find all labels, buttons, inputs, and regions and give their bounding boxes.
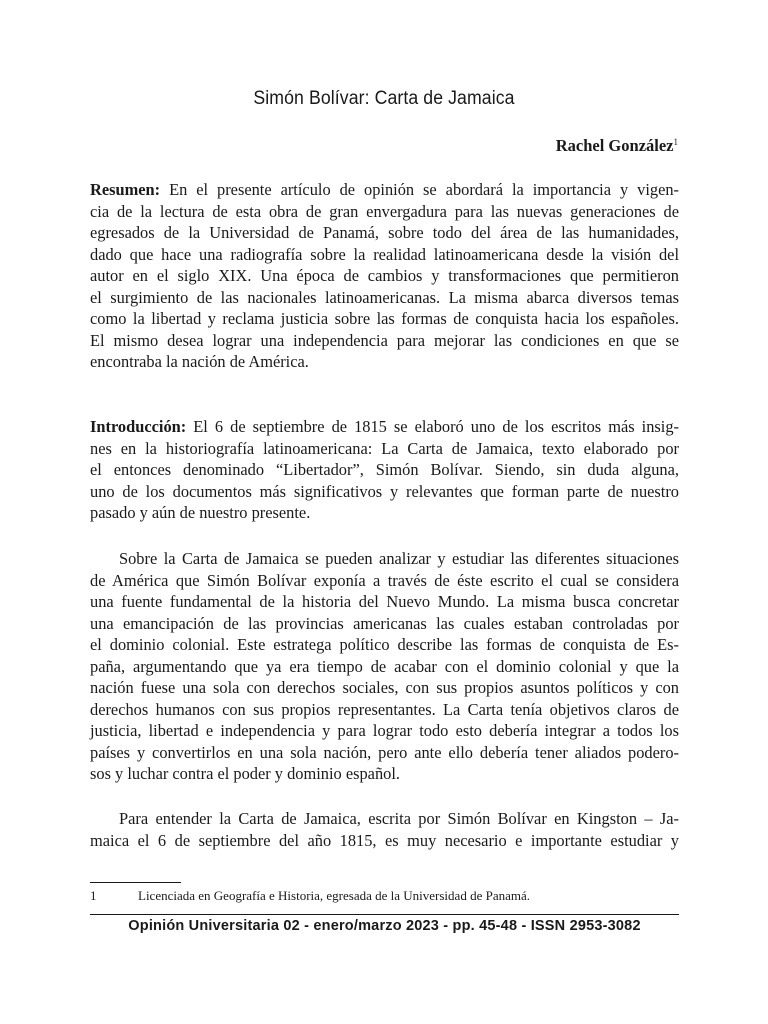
- paragraph-line: sos y luchar contra el poder y dominio español.: [90, 764, 400, 783]
- introduction-line: uno de los documentos más significativos y relevantes que forman parte de nuestro: [90, 481, 679, 501]
- paragraph-line: una emancipación de las provincias americanas las cuales estaban controladas por: [90, 613, 679, 633]
- paragraph-line: países y convertirlos en una sola nación, pero ante ello debería tener aliados podero-: [90, 742, 679, 762]
- article-title: Simón Bolívar: Carta de Jamaica: [253, 88, 515, 109]
- introduction-line: pasado y aún de nuestro presente.: [90, 503, 311, 522]
- footnote-number: 1: [90, 888, 97, 903]
- abstract-line: cia de la lectura de esta obra de gran envergadura para las nuevas generaciones de: [90, 201, 679, 221]
- abstract-label: Resumen:: [90, 180, 161, 199]
- paragraph-line: derechos humanos con sus propios representantes. La Carta tenía objetivos claros de: [90, 699, 679, 719]
- introduction-line: Introducción: El 6 de septiembre de 1815 se elaboró uno de los escritos más insig-: [90, 417, 679, 436]
- paragraph-line: una fuente fundamental de la historia del Nuevo Mundo. La misma busca concretar: [90, 592, 679, 611]
- footnote: [90, 888, 690, 904]
- abstract-line: egresados de la Universidad de Panamá, sobre todo del área de las humanidades,: [90, 223, 679, 242]
- author-footnote-mark: 1: [673, 137, 678, 147]
- paragraph-line: justicia, libertad e independencia y para lograr todo esto debería integrar a todos los: [90, 721, 679, 740]
- footer-divider: [90, 914, 679, 915]
- footnote-divider: [90, 882, 181, 883]
- paragraph-line: maica el 6 de septiembre del año 1815, es muy necesario e importante estudiar y: [90, 830, 679, 850]
- paragraph-line: de América que Simón Bolívar exponía a través de éste escrito el cual se considera: [90, 570, 679, 590]
- journal-footer: Opinión Universitaria 02 - enero/marzo 2023 - pp. 45-48 - ISSN 2953-3082: [128, 918, 641, 934]
- abstract-line: encontraba la nación de América.: [90, 352, 309, 371]
- abstract-line: el surgimiento de las nacionales latinoamericanas. La misma abarca diversos temas: [90, 287, 679, 307]
- paragraph-line: Para entender la Carta de Jamaica, escrita por Simón Bolívar en Kingston – Ja-: [119, 809, 679, 828]
- abstract-line: como la libertad y reclama justicia sobre las formas de conquista hacia los españoles.: [90, 309, 679, 328]
- paragraph-line: paña, argumentando que ya era tiempo de acabar con el dominio colonial y que la: [90, 656, 679, 676]
- body-paragraph: [90, 808, 679, 851]
- abstract-line: El mismo desea lograr una independencia para mejorar las condiciones en que se: [90, 330, 679, 350]
- author-line: [556, 136, 678, 156]
- abstract-line: dado que hace una radiografía sobre la realidad latinoamericana desde la visión del: [90, 244, 679, 264]
- author-name: Rachel González: [555, 136, 674, 155]
- introduction-label: Introducción:: [90, 417, 187, 436]
- introduction-paragraph: [90, 416, 679, 524]
- paragraph-line: Sobre la Carta de Jamaica se pueden analizar y estudiar las diferentes situaciones: [119, 549, 679, 568]
- paragraph-line: nación fuese una sola con derechos sociales, con sus propios asuntos políticos y con: [90, 678, 679, 697]
- introduction-line: el entonces denominado “Libertador”, Simón Bolívar. Siendo, sin duda alguna,: [90, 460, 679, 479]
- body-paragraph: [90, 548, 679, 785]
- introduction-line: nes en la historiografía latinoamericana: La Carta de Jamaica, texto elaborado por: [90, 438, 679, 458]
- abstract-line: autor en el siglo XIX. Una época de cambios y transformaciones que permitieron: [90, 266, 679, 285]
- paragraph-line: el dominio colonial. Este estratega político describe las formas de conquista de Es-: [90, 635, 679, 654]
- footnote-text: Licenciada en Geografía e Historia, egresada de la Universidad de Panamá.: [138, 888, 530, 903]
- abstract-paragraph: [90, 179, 679, 373]
- abstract-line: Resumen: En el presente artículo de opinión se abordará la importancia y vigen-: [90, 180, 679, 199]
